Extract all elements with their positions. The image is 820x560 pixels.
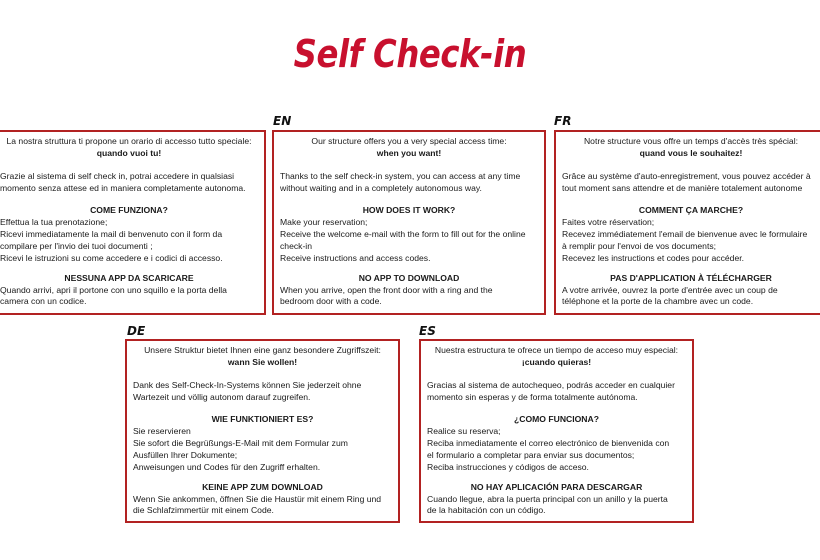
lang-label-de: DE <box>127 324 146 338</box>
app-title: NESSUNA APP DA SCARICARE <box>64 272 194 283</box>
step-line: Ausfüllen Ihrer Dokumente; <box>133 450 238 461</box>
step-line: Sie sofort die Begrüßungs-E-Mail mit dem Formular zum <box>133 438 348 449</box>
step-line: Reciba inmediatamente el correo electrónico de bienvenida con <box>427 438 670 449</box>
intro-text: La nostra struttura ti propone un orario di accesso tutto speciale: <box>6 136 252 146</box>
step-line: Sie reservieren <box>133 426 191 437</box>
app-title: NO APP TO DOWNLOAD <box>358 272 460 283</box>
app-line: camera con un codice. <box>0 296 87 307</box>
step-line: Ricevi le istruzioni su come accedere e i codici di accesso. <box>0 252 223 263</box>
step-line: Anweisungen und Codes für den Zugriff erhalten. <box>133 461 321 472</box>
how-title: WIE FUNKTIONIERT ES? <box>211 414 314 425</box>
section-es <box>419 339 694 523</box>
how-title: ¿COMO FUNCIONA? <box>514 414 599 425</box>
app-line: When you arrive, open the front door with a ring and the <box>280 284 493 295</box>
highlight-text: when you want! <box>376 147 442 158</box>
body-line: momento senza attese ed in maniera completamente autonoma. <box>0 182 246 193</box>
app-line: Cuando llegue, abra la puerta principal con un anillo y la puerta <box>427 493 668 504</box>
highlight-text: wann Sie wollen! <box>227 356 298 367</box>
app-line: de la habitación con un código. <box>427 505 546 516</box>
app-line: A votre arrivée, ouvrez la porte d'entrée avec un coup de <box>562 284 778 295</box>
highlight-text: quand vous le souhaitez! <box>639 147 743 158</box>
how-title: HOW DOES IT WORK? <box>362 205 456 216</box>
step-line: à remplir pour l'envoi de vos documents; <box>562 241 717 252</box>
step-line: Receive instructions and access codes. <box>280 252 431 263</box>
step-line: Receive the welcome e-mail with the form to fill out for the online <box>280 229 526 240</box>
step-line: Faites votre réservation; <box>562 217 655 228</box>
how-title: COME FUNZIONA? <box>90 205 168 216</box>
how-title: COMMENT ÇA MARCHE? <box>638 205 744 216</box>
step-line: Recevez les instructions et codes pour accéder. <box>562 252 744 263</box>
step-line: Reciba instrucciones y códigos de acceso. <box>427 461 589 472</box>
highlight-text: quando vuoi tu! <box>96 147 162 158</box>
app-line: Quando arrivi, apri il portone con uno squillo e la porta della <box>0 284 227 295</box>
step-line: Realice su reserva; <box>427 426 501 437</box>
step-line: check-in <box>280 241 312 252</box>
app-title: PAS D'APPLICATION À TÉLÉCHARGER <box>610 272 772 283</box>
body-line: Grazie al sistema di self check in, potrai accedere in qualsiasi <box>0 170 235 181</box>
body-line: Thanks to the self check-in system, you can access at any time <box>280 170 521 181</box>
body-line: tout moment sans attendre et de manière totalement autonome <box>562 182 803 193</box>
step-line: Recevez immédiatement l'email de bienvenue avec le formulaire <box>562 229 808 240</box>
app-line: Wenn Sie ankommen, öffnen Sie die Haustür mit einem Ring und <box>133 493 382 504</box>
lang-label-es: ES <box>419 324 436 338</box>
app-title: KEINE APP ZUM DOWNLOAD <box>202 481 323 492</box>
step-line: Effettua la tua prenotazione; <box>0 217 108 228</box>
app-title: NO HAY APLICACIÓN PARA DESCARGAR <box>470 481 643 492</box>
intro-text: Unsere Struktur bietet Ihnen eine ganz besondere Zugriffszeit: <box>144 345 381 355</box>
step-line: compilare per l'invio dei tuoi documenti ; <box>0 241 153 252</box>
body-line: momento sin esperas y de forma totalmente autónoma. <box>427 391 638 402</box>
step-line: Ricevi immediatamente la mail di benvenuto con il form da <box>0 229 223 240</box>
intro-text: Notre structure vous offre un temps d'accès très spécial: <box>583 136 799 146</box>
step-line: el formulario a completar para enviar sus documentos; <box>427 450 635 461</box>
intro-text: Nuestra estructura te ofrece un tiempo de acceso muy especial: <box>434 345 679 355</box>
body-line: without waiting and in a completely autonomous way. <box>280 182 482 193</box>
body-line: Dank des Self-Check-In-Systems können Sie jederzeit ohne <box>133 379 362 390</box>
section-en <box>272 130 546 315</box>
section-fr <box>554 130 820 315</box>
app-line: bedroom door with a code. <box>280 296 382 307</box>
app-line: téléphone et la porte de la chambre avec un code. <box>562 296 754 307</box>
page-title: Self Check-in <box>293 32 527 76</box>
body-line: Grâce au système d'auto-enregistrement, vous pouvez accéder à <box>562 170 811 181</box>
highlight-text: ¡cuando quieras! <box>521 356 592 367</box>
step-line: Make your reservation; <box>280 217 368 228</box>
section-it <box>0 130 266 315</box>
lang-label-fr: FR <box>554 114 572 128</box>
app-line: die Schlafzimmertür mit einem Code. <box>133 505 274 516</box>
body-line: Wartezeit und völlig autonom darauf zugreifen. <box>133 391 311 402</box>
body-line: Gracias al sistema de autochequeo, podrás acceder en cualquier <box>427 379 675 390</box>
lang-label-en: EN <box>273 114 292 128</box>
section-de <box>125 339 400 523</box>
intro-text: Our structure offers you a very special access time: <box>311 136 507 146</box>
